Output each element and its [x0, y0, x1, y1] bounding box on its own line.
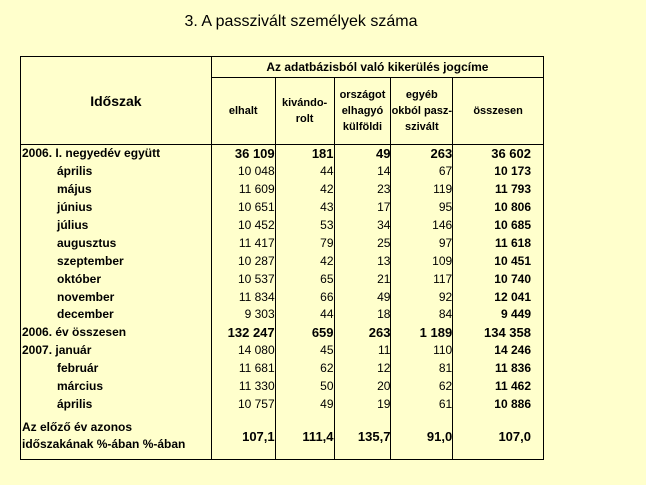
table-cell: 10 685 — [453, 217, 544, 235]
table-cell: 181 — [275, 145, 334, 163]
table-cell: 10 452 — [211, 217, 275, 235]
table-cell: 97 — [391, 234, 453, 252]
table-cell: 10 757 — [211, 395, 275, 413]
table-cell: 67 — [391, 163, 453, 181]
table-cell: 12 — [334, 360, 391, 378]
table-cell: 10 537 — [211, 270, 275, 288]
table-cell: 92 — [391, 288, 453, 306]
table-cell: 20 — [334, 378, 391, 396]
column-header: országot elhagyó külföldi — [334, 78, 391, 145]
table-cell: 34 — [334, 217, 391, 235]
table-cell: 13 — [334, 252, 391, 270]
table-cell: 14 246 — [453, 342, 544, 360]
table-cell: 65 — [275, 270, 334, 288]
table-row — [21, 288, 544, 306]
pct-cell: 107,1 — [211, 413, 275, 460]
table-cell: 109 — [391, 252, 453, 270]
table-cell: 11 609 — [211, 181, 275, 199]
row-label: április — [21, 395, 212, 413]
row-label: november — [21, 288, 212, 306]
table-row — [21, 234, 544, 252]
table-cell: 10 451 — [453, 252, 544, 270]
table-cell: 10 048 — [211, 163, 275, 181]
table-cell: 50 — [275, 378, 334, 396]
table-cell: 12 041 — [453, 288, 544, 306]
pct-row — [21, 413, 544, 460]
pct-cell: 111,4 — [275, 413, 334, 460]
table-cell: 49 — [334, 288, 391, 306]
table-cell: 11 793 — [453, 181, 544, 199]
table-cell: 10 740 — [453, 270, 544, 288]
table-row — [21, 217, 544, 235]
table-cell: 134 358 — [453, 324, 544, 342]
table-cell: 110 — [391, 342, 453, 360]
table-cell: 49 — [334, 145, 391, 163]
table-cell: 659 — [275, 324, 334, 342]
table-cell: 53 — [275, 217, 334, 235]
passive-persons-table — [20, 56, 544, 460]
pct-cell: 107,0 — [453, 413, 544, 460]
table-cell: 11 462 — [453, 378, 544, 396]
table-cell: 49 — [275, 395, 334, 413]
row-label: június — [21, 199, 212, 217]
row-label: március — [21, 378, 212, 396]
table-cell: 11 836 — [453, 360, 544, 378]
row-label: február — [21, 360, 212, 378]
row-label: július — [21, 217, 212, 235]
table-row — [21, 163, 544, 181]
table-cell: 10 806 — [453, 199, 544, 217]
table-cell: 11 330 — [211, 378, 275, 396]
table-row — [21, 342, 544, 360]
table-cell: 9 449 — [453, 306, 544, 324]
table-cell: 11 417 — [211, 234, 275, 252]
table-cell: 19 — [334, 395, 391, 413]
table-cell: 42 — [275, 252, 334, 270]
column-header: egyéb okból pasz- szivált — [391, 78, 453, 145]
table-cell: 9 303 — [211, 306, 275, 324]
table-cell: 62 — [391, 378, 453, 396]
table-cell: 18 — [334, 306, 391, 324]
table-row — [21, 306, 544, 324]
table-cell: 17 — [334, 199, 391, 217]
table-cell: 263 — [334, 324, 391, 342]
table-cell: 117 — [391, 270, 453, 288]
table-cell: 10 287 — [211, 252, 275, 270]
pct-cell: 91,0 — [391, 413, 453, 460]
table-row — [21, 270, 544, 288]
row-label: 2007. január — [21, 342, 212, 360]
table-row — [21, 378, 544, 396]
table-cell: 14 080 — [211, 342, 275, 360]
table-cell: 79 — [275, 234, 334, 252]
table-cell: 61 — [391, 395, 453, 413]
table-cell: 81 — [391, 360, 453, 378]
table-cell: 11 — [334, 342, 391, 360]
table-row — [21, 181, 544, 199]
table-row — [21, 324, 544, 342]
table-cell: 11 618 — [453, 234, 544, 252]
table-row — [21, 252, 544, 270]
pct-cell: 135,7 — [334, 413, 391, 460]
table-cell: 132 247 — [211, 324, 275, 342]
table-cell: 11 834 — [211, 288, 275, 306]
table-cell: 42 — [275, 181, 334, 199]
row-label: május — [21, 181, 212, 199]
table-cell: 66 — [275, 288, 334, 306]
pct-row-label: Az előző év azonos időszakának %-ában %-ában — [21, 413, 212, 460]
table-cell: 10 886 — [453, 395, 544, 413]
column-header: összesen — [453, 78, 544, 145]
table-cell: 11 681 — [211, 360, 275, 378]
table-cell: 95 — [391, 199, 453, 217]
row-label: augusztus — [21, 234, 212, 252]
table-cell: 10 651 — [211, 199, 275, 217]
row-label: április — [21, 163, 212, 181]
table-cell: 119 — [391, 181, 453, 199]
group-header: Az adatbázisból való kikerülés jogcíme — [211, 57, 543, 78]
table-cell: 36 109 — [211, 145, 275, 163]
table-cell: 146 — [391, 217, 453, 235]
row-label: 2006. I. negyedév együtt — [21, 145, 212, 163]
table-row — [21, 199, 544, 217]
row-label: október — [21, 270, 212, 288]
table-cell: 1 189 — [391, 324, 453, 342]
table-cell: 10 173 — [453, 163, 544, 181]
table-cell: 25 — [334, 234, 391, 252]
table-cell: 44 — [275, 163, 334, 181]
period-header: Időszak — [21, 57, 212, 145]
column-header: kivándo- rolt — [275, 78, 334, 145]
table-cell: 62 — [275, 360, 334, 378]
table-cell: 14 — [334, 163, 391, 181]
table-cell: 36 602 — [453, 145, 544, 163]
table-row — [21, 395, 544, 413]
table-cell: 21 — [334, 270, 391, 288]
table-cell: 45 — [275, 342, 334, 360]
table-cell: 23 — [334, 181, 391, 199]
row-label: szeptember — [21, 252, 212, 270]
column-header: elhalt — [211, 78, 275, 145]
row-label: 2006. év összesen — [21, 324, 212, 342]
table-cell: 43 — [275, 199, 334, 217]
table-row — [21, 145, 544, 163]
table-cell: 44 — [275, 306, 334, 324]
table-cell: 263 — [391, 145, 453, 163]
row-label: december — [21, 306, 212, 324]
table-row — [21, 360, 544, 378]
table-cell: 84 — [391, 306, 453, 324]
page-title: 3. A passzivált személyek száma — [184, 13, 418, 30]
